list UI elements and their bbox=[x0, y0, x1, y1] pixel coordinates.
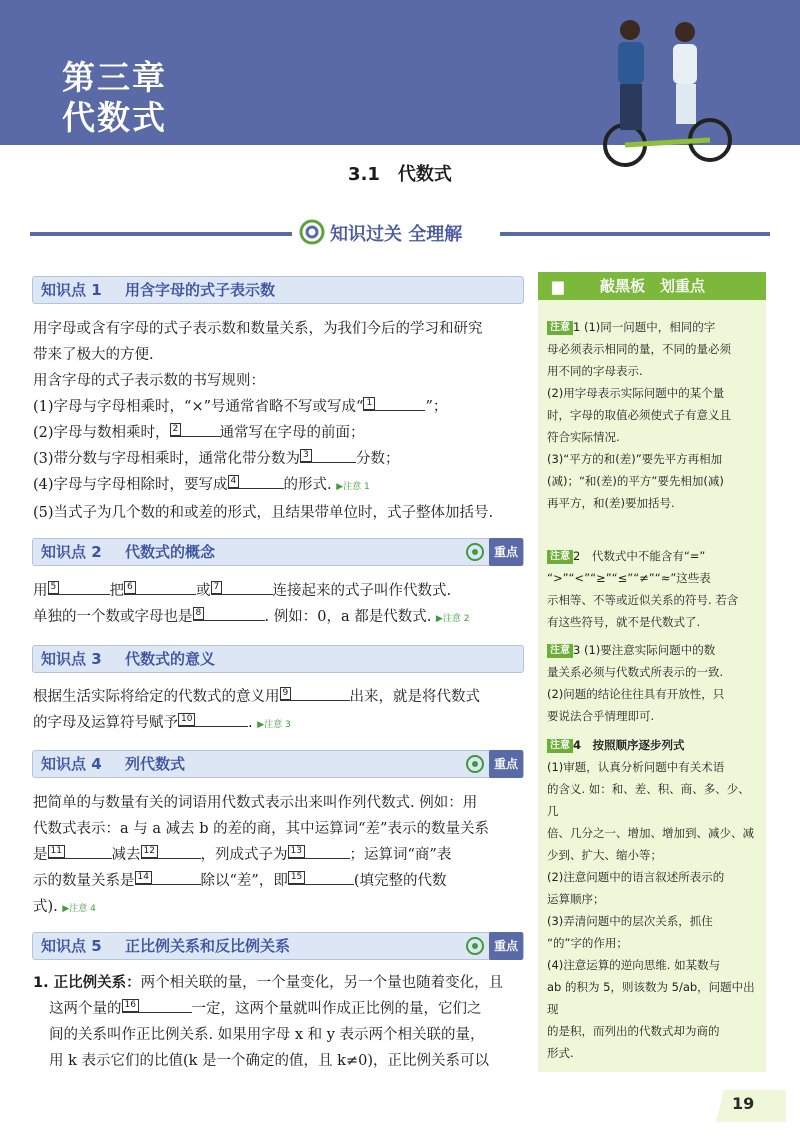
answer-blank[interactable]: 12 bbox=[141, 842, 201, 859]
band-line-left bbox=[30, 232, 292, 236]
note-ref[interactable]: ▶注意 4 bbox=[62, 904, 96, 914]
band-label: 知识过关 全理解 bbox=[330, 224, 463, 245]
teacher-icon: ▆ bbox=[552, 277, 564, 295]
answer-blank[interactable]: 9 bbox=[280, 684, 350, 701]
answer-blank[interactable]: 16 bbox=[122, 996, 192, 1013]
text-line: 注意 4 按照顺序逐步列式 bbox=[547, 734, 761, 756]
target-icon bbox=[465, 754, 485, 774]
text-line: 根据生活实际将给定的代数式的意义用 9 出来，就是将代数式 bbox=[33, 684, 523, 710]
knowledge-point-2-header bbox=[32, 538, 524, 566]
answer-blank[interactable]: 6 bbox=[124, 578, 196, 595]
kp-label: 知识点 4 bbox=[41, 755, 102, 773]
page-number-badge bbox=[716, 1086, 786, 1122]
chapter-name: 代数式 bbox=[62, 98, 167, 137]
text-line: (1)审题，认真分析问题中有关术语 bbox=[547, 760, 725, 774]
sidebar-note-2 bbox=[547, 545, 761, 633]
important-badge: 重点 bbox=[489, 932, 523, 960]
text-line: “>”“<”“≥”“≤”“≠”“≈”这些表 bbox=[547, 571, 711, 585]
text-line: (2)注意问题中的语言叙述所表示的 bbox=[547, 870, 725, 884]
text-line: 符合实际情况. bbox=[547, 430, 620, 444]
text-line: 注意 2 代数式中不能含有“=” bbox=[547, 545, 761, 567]
answer-blank[interactable]: 15 bbox=[288, 868, 354, 885]
important-badge: 重点 bbox=[489, 538, 523, 566]
kp-label: 知识点 1 bbox=[41, 281, 102, 299]
text-line: 把简单的与数量有关的词语用代数式表示出来叫作列代数式. 例如：用 bbox=[33, 795, 478, 811]
target-icon bbox=[465, 936, 485, 956]
chapter-title bbox=[62, 58, 167, 138]
text-line: 用含字母的式子表示数的书写规则： bbox=[33, 373, 265, 389]
answer-blank[interactable]: 5 bbox=[48, 578, 110, 595]
text-line: 用不同的字母表示. bbox=[547, 364, 643, 378]
text-line: 少到、扩大、缩小等； bbox=[547, 848, 662, 862]
text-line: 量关系必须与代数式所表示的一致. bbox=[547, 665, 724, 679]
text-line: 用 k 表示它们的比值(k 是一个确定的值，且 k≠0)，正比例关系可以 bbox=[49, 1053, 489, 1069]
text-line: 这两个量的 16 一定，这两个量就叫作成正比例的量，它们之 bbox=[33, 996, 523, 1022]
kp3-body bbox=[33, 684, 523, 738]
rule-4: (4)字母与字母相除时，要写成 4 的形式. ▶注意 1 bbox=[33, 472, 523, 500]
page-number: 19 bbox=[732, 1094, 755, 1113]
kp4-body bbox=[33, 790, 523, 922]
answer-blank[interactable]: 13 bbox=[288, 842, 350, 859]
answer-blank[interactable]: 4 bbox=[228, 472, 284, 489]
text-line: ab 的积为 5，则该数为 5/ab，问题中出现 bbox=[547, 980, 755, 1016]
answer-blank[interactable]: 10 bbox=[178, 710, 248, 727]
note-ref[interactable]: ▶注意 1 bbox=[336, 482, 370, 492]
text-line: 1. 正比例关系：两个相关联的量，一个量变化，另一个量也随着变化，且 bbox=[33, 975, 504, 991]
text-line: (4)注意运算的逆向思维. 如某数与 bbox=[547, 958, 721, 972]
swirl-icon bbox=[298, 218, 326, 246]
rule-5: (5)当式子为几个数的和或差的形式，且结果带单位时，式子整体加括号. bbox=[33, 505, 494, 521]
note-tag: 注意 bbox=[547, 739, 573, 753]
rule-1: (1)字母与字母相乘时，“×”号通常省略不写或写成“ 1 ”； bbox=[33, 394, 523, 420]
text-line: (2)问题的结论往往具有开放性，只 bbox=[547, 687, 725, 701]
text-line: (2)用字母表示实际问题中的某个量 bbox=[547, 386, 725, 400]
text-line: “的”字的作用； bbox=[547, 936, 628, 950]
text-line: 形式. bbox=[547, 1046, 574, 1060]
text-line: 注意 1 (1)同一问题中，相同的字 bbox=[547, 316, 761, 338]
band-line-right bbox=[500, 232, 770, 236]
text-line: 的含义. 如：和、差、积、商、多、少、几 bbox=[547, 782, 750, 818]
knowledge-point-1-header bbox=[32, 276, 524, 304]
cyclists-illustration bbox=[560, 10, 780, 170]
sidebar-note-3 bbox=[547, 639, 761, 727]
note-ref[interactable]: ▶注意 3 bbox=[257, 720, 291, 730]
text-line: 有这些符号，就不是代数式了. bbox=[547, 615, 701, 629]
sidebar-note-1 bbox=[547, 316, 761, 514]
answer-blank[interactable]: 11 bbox=[48, 842, 112, 859]
knowledge-point-3-header bbox=[32, 645, 524, 673]
kp-title: 用含字母的式子表示数 bbox=[125, 281, 276, 299]
kp-label: 知识点 2 bbox=[41, 543, 102, 561]
text-line: 母必须表示相同的量，不同的量必须 bbox=[547, 342, 731, 356]
text-line: 单独的一个数或字母也是 8 . 例如：0，a 都是代数式. ▶注意 2 bbox=[33, 604, 523, 632]
text-line: 注意 3 (1)要注意实际问题中的数 bbox=[547, 639, 761, 661]
note-ref[interactable]: ▶注意 2 bbox=[435, 614, 470, 624]
knowledge-point-4-header bbox=[32, 750, 524, 778]
answer-blank[interactable]: 1 bbox=[363, 394, 425, 411]
text-line: 示相等、不等或近似关系的符号. 若含 bbox=[547, 593, 739, 607]
text-line: 代数式表示：a 与 a 减去 b 的差的商，其中运算词“差”表示的数量关系 bbox=[33, 821, 489, 837]
text-line: 运算顺序； bbox=[547, 892, 605, 906]
important-badge: 重点 bbox=[489, 750, 523, 778]
answer-blank[interactable]: 3 bbox=[300, 446, 356, 463]
answer-blank[interactable]: 14 bbox=[135, 868, 201, 885]
text-line: 倍、几分之一、增加、增加到、减少、减 bbox=[547, 826, 754, 840]
sidebar-title: 敲黑板 划重点 bbox=[600, 277, 706, 295]
answer-blank[interactable]: 2 bbox=[170, 420, 220, 437]
kp2-body bbox=[33, 578, 523, 632]
kp-title: 列代数式 bbox=[125, 755, 186, 773]
rule-2: (2)字母与数相乘时， 2 通常写在字母的前面； bbox=[33, 420, 523, 446]
chapter-number: 第三章 bbox=[62, 58, 167, 97]
text-line: (减)；“和(差)的平方”要先相加(减) bbox=[547, 474, 724, 488]
text-line: 用字母或含有字母的式子表示数和数量关系，为我们今后的学习和研究 bbox=[33, 321, 483, 337]
text-line: 是 11 减去 12 ，列成式子为 13 ；运算词“商”表 bbox=[33, 842, 523, 868]
text-line: 的字母及运算符号赋予 10 . ▶注意 3 bbox=[33, 710, 523, 738]
text-line: 时，字母的取值必须使式子有意义且 bbox=[547, 408, 731, 422]
kp-label: 知识点 3 bbox=[41, 650, 102, 668]
text-line: 要说法合乎情理即可. bbox=[547, 709, 655, 723]
sidebar-note-4 bbox=[547, 734, 761, 1064]
note-tag: 注意 bbox=[547, 321, 573, 335]
text-line: 示的数量关系是 14 除以“差”，即 15 (填完整的代数 bbox=[33, 868, 523, 894]
kp-title: 代数式的概念 bbox=[125, 543, 216, 561]
text-line: 的是积，而列出的代数式却为商的 bbox=[547, 1024, 720, 1038]
text-line: (3)弄清问题中的层次关系，抓住 bbox=[547, 914, 713, 928]
answer-blank[interactable]: 7 bbox=[211, 578, 273, 595]
note-tag: 注意 bbox=[547, 550, 573, 564]
kp-title: 正比例关系和反比例关系 bbox=[125, 937, 291, 955]
text-line: 带来了极大的方便. bbox=[33, 347, 154, 363]
section-title: 3.1 代数式 bbox=[348, 164, 452, 185]
text-line: 间的关系叫作正比例关系. 如果用字母 x 和 y 表示两个相关联的量， bbox=[49, 1027, 485, 1043]
text-line: 再平方，和(差)要加括号. bbox=[547, 496, 675, 510]
kp-title: 代数式的意义 bbox=[125, 650, 216, 668]
sidebar-header bbox=[538, 272, 766, 300]
kp5-body bbox=[33, 970, 523, 1074]
note-tag: 注意 bbox=[547, 644, 573, 658]
text-line: (3)“平方的和(差)”要先平方再相加 bbox=[547, 452, 723, 466]
kp-label: 知识点 5 bbox=[41, 937, 102, 955]
target-icon bbox=[465, 542, 485, 562]
answer-blank[interactable]: 8 bbox=[193, 604, 265, 621]
rule-3: (3)带分数与字母相乘时，通常化带分数为 3 分数； bbox=[33, 446, 523, 472]
text-line: 式). ▶注意 4 bbox=[33, 899, 96, 915]
section-band bbox=[30, 222, 770, 246]
kp1-body bbox=[33, 316, 523, 526]
knowledge-point-5-header bbox=[32, 932, 524, 960]
text-line: 用 5 把 6 或 7 连接起来的式子叫作代数式. bbox=[33, 578, 523, 604]
